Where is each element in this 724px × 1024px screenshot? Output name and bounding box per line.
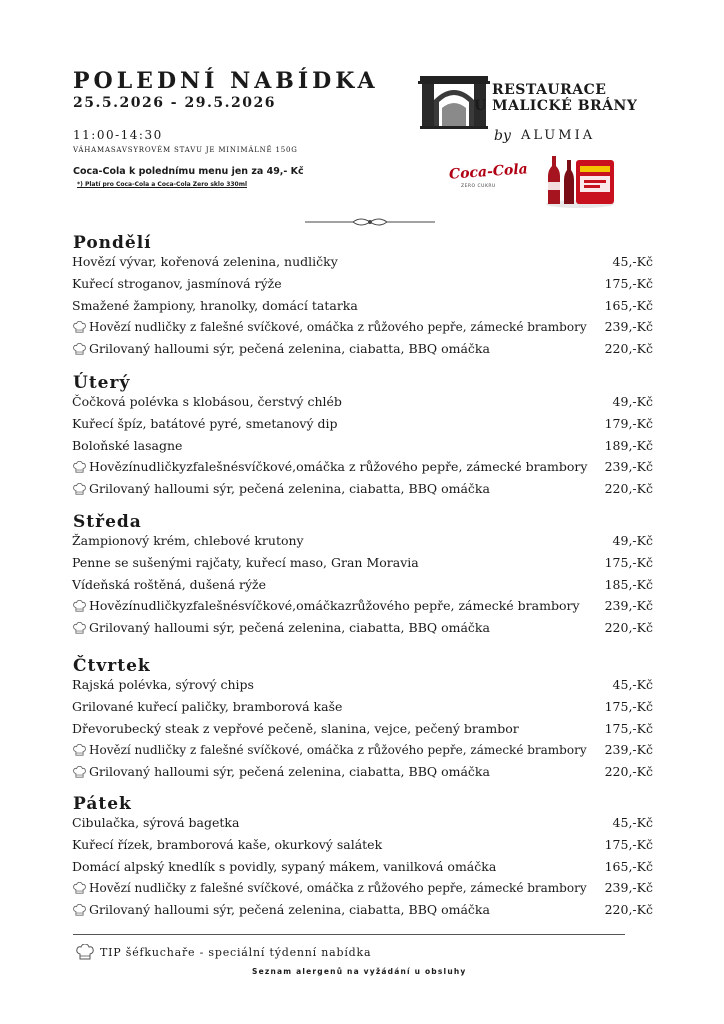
menu-item (72, 554, 653, 572)
menu-item (72, 720, 653, 738)
menu-item-price: 175,-Kč (604, 699, 653, 714)
menu-item-price: 165,-Kč (604, 298, 653, 313)
menu-item (72, 879, 653, 897)
coca-cola-bottles-icon (540, 150, 620, 208)
menu-item (72, 814, 653, 832)
menu-item-price: 220,-Kč (604, 481, 653, 496)
footer-divider (73, 934, 625, 935)
chef-hat-icon (73, 904, 86, 917)
menu-item-name: Grilovaný halloumi sýr, pečená zelenina, ciabatta, BBQ omáčka (89, 764, 490, 779)
weight-note: VÁHAMASAVSYROVÉM STAVU JE MINIMÁLNĚ 150G (73, 146, 298, 154)
menu-item-price: 220,-Kč (604, 902, 653, 917)
menu-item-price: 239,-Kč (604, 319, 653, 334)
menu-item-price: 175,-Kč (604, 837, 653, 852)
menu-item-name: Žampionový krém, chlebové krutony (72, 533, 304, 548)
menu-item-price: 185,-Kč (604, 577, 653, 592)
menu-item-name: Hovězí nudličky z falešné svíčkové, omáčka z růžového pepře, zámecké brambory (89, 881, 587, 895)
menu-item-price: 239,-Kč (604, 459, 653, 474)
menu-item-price: 165,-Kč (604, 859, 653, 874)
menu-item (72, 858, 653, 876)
menu-item-price: 189,-Kč (604, 438, 653, 453)
menu-item (72, 253, 653, 271)
menu-item (72, 275, 653, 293)
coca-cola-promo: Coca-Cola k polednímu menu jen za 49,- Kč (73, 166, 304, 177)
menu-item-price: 175,-Kč (604, 276, 653, 291)
menu-item-price: 220,-Kč (604, 764, 653, 779)
menu-item-price: 220,-Kč (604, 341, 653, 356)
menu-item-name: Hovězí nudličky z falešné svíčkové, omáčka z růžového pepře, zámecké brambory (89, 743, 587, 757)
menu-item-name: Cibulačka, sýrová bagetka (72, 815, 240, 830)
menu-item-price: 45,-Kč (612, 815, 653, 830)
chef-hat-icon (76, 944, 94, 961)
menu-item-price: 45,-Kč (612, 254, 653, 269)
menu-item-name: Kuřecí řízek, bramborová kaše, okurkový salátek (72, 837, 383, 852)
menu-item-name: Hovězínudličkyzfalešnésvíčkové,omáčka z růžového pepře, zámecké brambory (89, 459, 588, 474)
day-heading: Pátek (73, 794, 132, 814)
menu-item-price: 239,-Kč (604, 880, 653, 895)
menu-item-name: Kuřecí stroganov, jasmínová rýže (72, 276, 282, 291)
menu-item-price: 175,-Kč (604, 555, 653, 570)
menu-item-price: 179,-Kč (604, 416, 653, 431)
menu-item-price: 175,-Kč (604, 721, 653, 736)
menu-item-name: Grilovaný halloumi sýr, pečená zelenina, ciabatta, BBQ omáčka (89, 341, 490, 356)
page-title: POLEDNÍ NABÍDKA (73, 68, 379, 94)
menu-item-name: Domácí alpský knedlík s povidly, sypaný mákem, vanilková omáčka (72, 859, 497, 874)
menu-item (72, 597, 653, 615)
menu-item (72, 480, 653, 498)
menu-item (72, 415, 653, 433)
divider-ornament (305, 214, 435, 230)
date-range: 25.5.2026 - 29.5.2026 (73, 95, 276, 111)
chef-hat-icon (73, 882, 86, 895)
menu-item-price: 220,-Kč (604, 620, 653, 635)
restaurant-name-line2: U MALICKÉ BRÁNY (474, 98, 638, 114)
menu-item (72, 458, 653, 476)
menu-item-name: Smažené žampiony, hranolky, domácí tatarka (72, 298, 358, 313)
chef-hat-icon (73, 321, 86, 334)
menu-item (72, 836, 653, 854)
menu-item (72, 318, 653, 336)
chef-hat-icon (73, 343, 86, 356)
day-heading: Pondělí (73, 233, 152, 253)
by-label: by (494, 128, 511, 144)
allergen-note: Seznam alergenů na vyžádání u obsluhy (252, 967, 467, 976)
menu-item (72, 532, 653, 550)
menu-item-name: Grilovaný halloumi sýr, pečená zelenina, ciabatta, BBQ omáčka (89, 481, 490, 496)
coca-cola-promo-note: *) Platí pro Coca-Cola a Coca-Cola Zero sklo 330ml (77, 181, 248, 188)
menu-item-price: 45,-Kč (612, 677, 653, 692)
menu-item (72, 619, 653, 637)
menu-item-name: Grilovaný halloumi sýr, pečená zelenina, ciabatta, BBQ omáčka (89, 902, 490, 917)
menu-item-name: Hovězí nudličky z falešné svíčkové, omáčka z růžového pepře, zámecké brambory (89, 320, 587, 334)
serving-hours: 11:00-14:30 (73, 128, 163, 142)
chef-hat-icon (73, 461, 86, 474)
menu-item-name: Hovězínudličkyzfalešnésvíčkové,omáčkazrůžového pepře, zámecké brambory (89, 598, 580, 613)
menu-item (72, 437, 653, 455)
chef-hat-icon (73, 766, 86, 779)
menu-item-name: Penne se sušenými rajčaty, kuřecí maso, Gran Moravia (72, 555, 419, 570)
menu-item (72, 901, 653, 919)
menu-item (72, 676, 653, 694)
menu-item-price: 49,-Kč (612, 533, 653, 548)
menu-item (72, 393, 653, 411)
chef-hat-icon (73, 483, 86, 496)
day-heading: Čtvrtek (73, 656, 151, 676)
menu-item-name: Rajská polévka, sýrový chips (72, 677, 254, 692)
menu-item (72, 576, 653, 594)
chef-hat-icon (73, 600, 86, 613)
menu-item-name: Hovězí vývar, kořenová zelenina, nudličky (72, 254, 338, 269)
menu-item-name: Kuřecí špíz, batátové pyré, smetanový dip (72, 416, 338, 431)
menu-item-price: 49,-Kč (612, 394, 653, 409)
menu-item-name: Grilovaný halloumi sýr, pečená zelenina, ciabatta, BBQ omáčka (89, 620, 490, 635)
chef-hat-icon (73, 744, 86, 757)
menu-item-name: Boloňské lasagne (72, 438, 183, 453)
menu-item-price: 239,-Kč (604, 598, 653, 613)
menu-item (72, 698, 653, 716)
menu-item (72, 741, 653, 759)
coca-cola-subtext: ZERO CUKRU (461, 184, 496, 189)
alumia-brand: ALUMIA (521, 128, 596, 143)
menu-item (72, 763, 653, 781)
chef-hat-icon (73, 622, 86, 635)
coca-cola-logo: Coca-Cola (448, 161, 529, 183)
menu-item-price: 239,-Kč (604, 742, 653, 757)
menu-item-name: Vídeňská roštěná, dušená rýže (72, 577, 267, 592)
menu-item-name: Čočková polévka s klobásou, čerstvý chléb (72, 394, 342, 409)
day-heading: Úterý (73, 373, 131, 393)
menu-item (72, 340, 653, 358)
day-heading: Středa (73, 512, 142, 532)
menu-item-name: Grilované kuřecí paličky, bramborová kaše (72, 699, 343, 714)
restaurant-name-line1: RESTAURACE (492, 82, 607, 98)
menu-item-name: Dřevorubecký steak z vepřové pečeně, slanina, vejce, pečený brambor (72, 721, 519, 736)
chef-tip-note: TIP šéfkuchaře - speciální týdenní nabídka (100, 946, 372, 959)
menu-item (72, 297, 653, 315)
